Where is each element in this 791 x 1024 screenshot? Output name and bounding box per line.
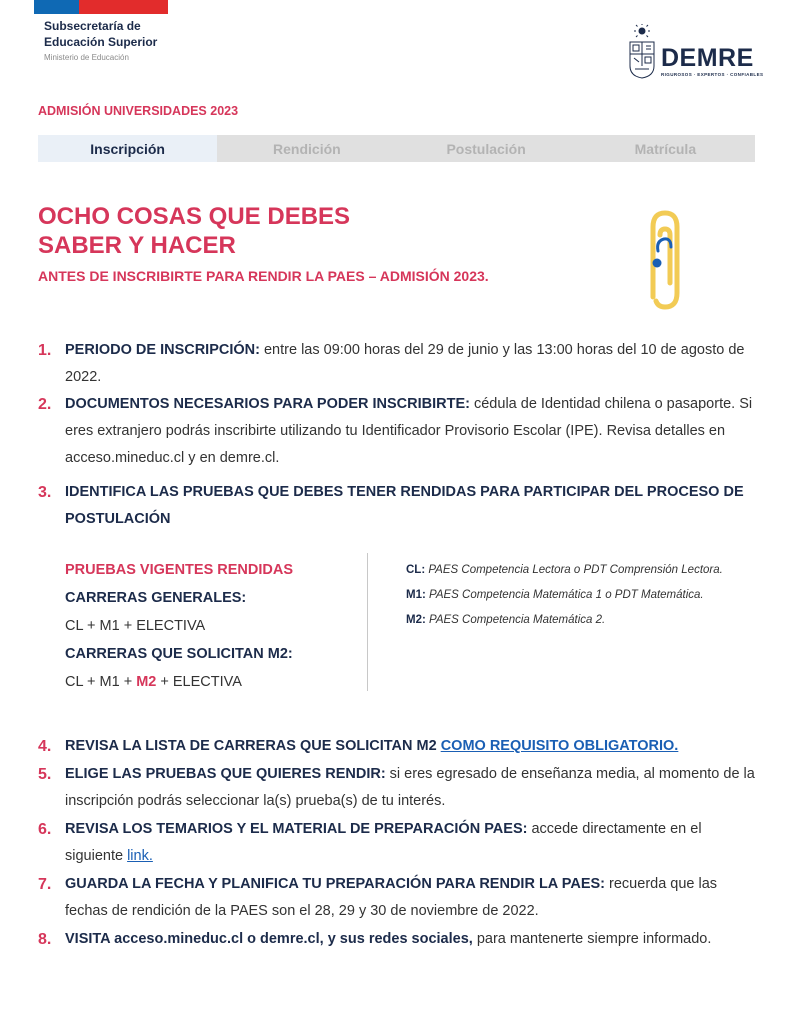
item-text: entre las 09:00 horas del 29 de junio y las 13:00 horas del 10 de agosto de 2022. bbox=[65, 342, 745, 385]
item-heading: REVISA LOS TEMARIOS Y EL MATERIAL DE PREPARACIÓN PAES: bbox=[65, 821, 528, 837]
item-number: 3. bbox=[38, 484, 52, 501]
ministry-line3: Ministerio de Educación bbox=[44, 53, 129, 62]
item-text: recuerda que las fechas de rendición de la PAES son el 28, 29 y 30 de noviembre de 2022. bbox=[65, 876, 718, 919]
material-link[interactable]: link. bbox=[127, 848, 153, 864]
item-heading: IDENTIFICA LAS PRUEBAS QUE DEBES TENER RENDIDAS PARA PARTICIPAR DEL PROCESO DE POSTULACIÓN bbox=[65, 484, 744, 527]
admision-title: ADMISIÓN UNIVERSIDADES 2023 bbox=[38, 104, 239, 118]
definition-m1 bbox=[406, 583, 723, 608]
item-text: si eres egresado de enseñanza media, al momento de la inscripción podrás seleccionar la(s) prueba(s) de tu interés. bbox=[65, 766, 755, 809]
item-number: 8. bbox=[38, 931, 52, 948]
item-text: cédula de Identidad chilena o pasaporte. Si eres extranjero podrás inscribirte utilizando tu Identificador Provisorio Escolar (IPE). Revisa detalles en acceso.mineduc.cl y en demre.cl. bbox=[65, 396, 753, 466]
list-item-1 bbox=[38, 337, 758, 391]
list-item-7 bbox=[38, 871, 758, 925]
tests-heading: PRUEBAS VIGENTES RENDIDAS bbox=[65, 562, 294, 578]
item-number: 2. bbox=[38, 396, 52, 413]
list-item-5 bbox=[38, 761, 758, 815]
item-heading: DOCUMENTOS NECESARIOS PARA PODER INSCRIBIRTE: bbox=[65, 396, 470, 412]
demre-logo bbox=[627, 24, 764, 82]
process-tabs bbox=[38, 135, 755, 162]
definition-desc: PAES Competencia Lectora o PDT Comprensión Lectora. bbox=[425, 564, 723, 576]
m2-careers-label: CARRERAS QUE SOLICITAN M2: bbox=[65, 646, 293, 662]
m2-highlight: M2 bbox=[136, 674, 157, 690]
shield-icon bbox=[627, 24, 657, 79]
flag-blue bbox=[34, 0, 79, 14]
ministry-line1: Subsecretaría de bbox=[44, 19, 141, 33]
item-number: 7. bbox=[38, 876, 52, 893]
item-heading: PERIODO DE INSCRIPCIÓN: bbox=[65, 342, 260, 358]
page-subtitle: ANTES DE INSCRIBIRTE PARA RENDIR LA PAES – ADMISIÓN 2023. bbox=[38, 268, 489, 284]
item-heading: ELIGE LAS PRUEBAS QUE QUIERES RENDIR: bbox=[65, 766, 386, 782]
tab-rendicion: Rendición bbox=[273, 140, 341, 157]
list-item-8 bbox=[38, 926, 758, 953]
item-text: accede directamente en el siguiente bbox=[65, 821, 702, 864]
item-heading: GUARDA LA FECHA Y PLANIFICA TU PREPARACIÓN PARA RENDIR LA PAES: bbox=[65, 876, 606, 892]
tab-inscripcion: Inscripción bbox=[38, 135, 217, 162]
ministry-line2: Educación Superior bbox=[44, 35, 158, 49]
title-line1: OCHO COSAS QUE DEBES bbox=[38, 203, 351, 230]
definition-cl bbox=[406, 558, 723, 583]
list-item-6 bbox=[38, 816, 758, 870]
general-careers-label: CARRERAS GENERALES: bbox=[65, 590, 247, 606]
m2-formula-part: + ELECTIVA bbox=[156, 674, 242, 690]
item-heading: VISITA acceso.mineduc.cl o demre.cl, y sus redes sociales, bbox=[65, 931, 473, 947]
item-text: para mantenerte siempre informado. bbox=[472, 931, 712, 947]
list-item-4 bbox=[38, 733, 758, 760]
demre-brand: DEMRE bbox=[661, 44, 754, 72]
list-item-2 bbox=[38, 391, 758, 472]
definition-desc: PAES Competencia Matemática 1 o PDT Matemática. bbox=[425, 589, 704, 601]
test-definitions bbox=[406, 558, 723, 633]
general-formula: CL + M1 + ELECTIVA bbox=[65, 618, 206, 634]
definition-abbr: CL: bbox=[406, 564, 426, 576]
title-line2: SABER Y HACER bbox=[38, 232, 236, 259]
divider bbox=[367, 553, 368, 691]
definition-abbr: M2: bbox=[406, 614, 426, 626]
item-heading: REVISA LA LISTA DE CARRERAS QUE SOLICITAN M2 bbox=[65, 738, 441, 754]
item-number: 4. bbox=[38, 738, 52, 755]
tests-block bbox=[65, 556, 293, 696]
definition-desc: PAES Competencia Matemática 2. bbox=[425, 614, 606, 626]
ministry-logo bbox=[44, 18, 157, 62]
flag-stripe bbox=[34, 0, 168, 14]
page-title bbox=[38, 202, 350, 260]
item-number: 6. bbox=[38, 821, 52, 838]
item-number: 1. bbox=[38, 342, 52, 359]
demre-tagline: RIGUROSOS · EXPERTOS · CONFIABLES bbox=[661, 72, 764, 77]
definition-m2 bbox=[406, 608, 723, 633]
definition-abbr: M1: bbox=[406, 589, 426, 601]
list-item-3 bbox=[38, 479, 758, 533]
tab-postulacion: Postulación bbox=[446, 140, 526, 157]
m2-formula-part: CL + M1 + bbox=[65, 674, 137, 690]
item-number: 5. bbox=[38, 766, 52, 783]
flag-red bbox=[79, 0, 168, 14]
paperclip-icon bbox=[640, 205, 690, 315]
m2-formula bbox=[65, 668, 293, 696]
mandatory-requirement-link[interactable]: COMO REQUISITO OBLIGATORIO. bbox=[440, 738, 679, 754]
tab-matricula: Matrícula bbox=[634, 140, 697, 157]
